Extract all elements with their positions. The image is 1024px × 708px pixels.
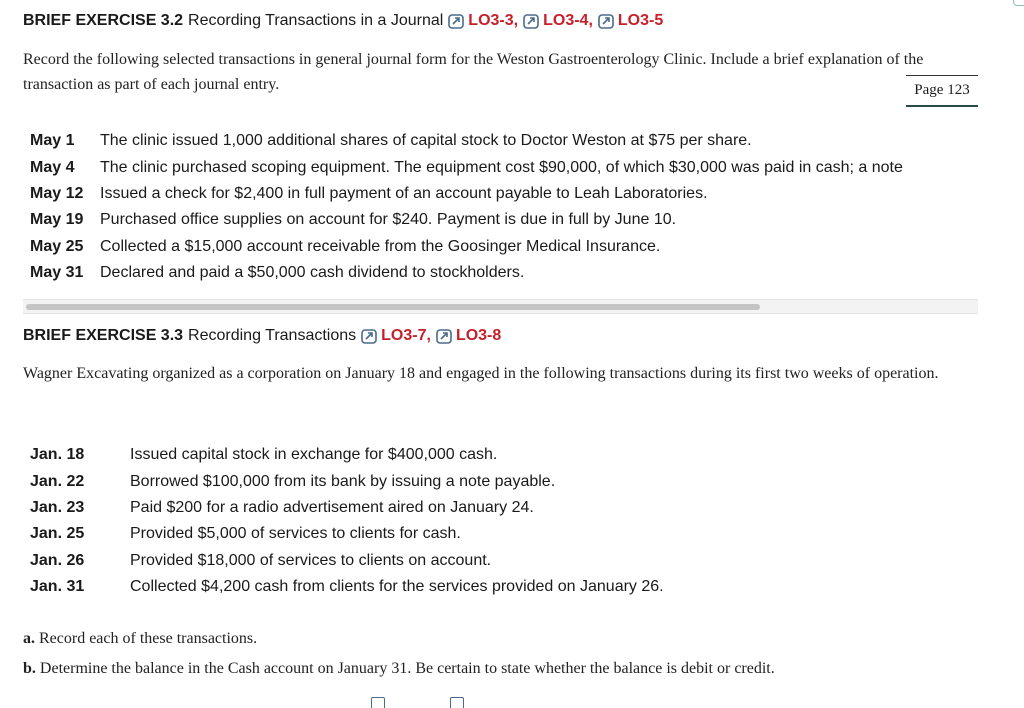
exercise-3-3-heading: BRIEF EXERCISE 3.3 Recording Transactions LO3-7 , LO3-8 [23,327,502,344]
transaction-row [30,521,664,547]
horizontal-scrollbar[interactable] [23,299,978,314]
lo-link-label: LO3-5 [617,12,664,29]
transaction-text: The clinic issued 1,000 additional shares of capital stock to Doctor Weston at $75 per share. [100,132,752,150]
external-link-icon [598,13,615,30]
transaction-row [30,128,903,154]
external-link-icon [523,13,540,30]
panel-edge-tab [1013,0,1024,6]
exercise-label: BRIEF EXERCISE 3.3 [23,327,184,344]
lo-link-3-3[interactable] [448,12,513,30]
transaction-text: The clinic purchased scoping equipment. The equipment cost $90,000, of which $30,000 was paid in cash; a note [100,158,903,176]
transaction-text: Issued capital stock in exchange for $400,000 cash. [130,446,498,464]
transaction-date: Jan. 26 [30,551,85,569]
exercise-title: Recording Transactions in a Journal [188,12,444,29]
exercise-3-2-heading: BRIEF EXERCISE 3.2 Recording Transactions in a Journal LO3-3 , LO3-4 , LO3-5 [23,12,664,29]
transaction-list-jan [30,442,664,600]
external-link-icon [436,328,453,345]
lo-link-label: LO3-4 [543,12,589,29]
transaction-text: Paid $200 for a radio advertisement aired on January 24. [130,498,534,516]
transaction-row [30,260,903,286]
lo-link-3-5[interactable] [598,12,663,30]
transaction-text: Declared and paid a $50,000 cash dividend to stockholders. [100,264,525,282]
transaction-text: Provided $18,000 of services to clients on account. [130,551,492,569]
lo-link-label: LO3-8 [455,327,502,344]
transaction-row [30,548,664,574]
external-link-icon [450,697,464,708]
transaction-text: Provided $5,000 of services to clients for cash. [130,525,461,543]
transaction-date: May 4 [30,158,75,176]
transaction-row [30,234,903,260]
transaction-date: May 25 [30,237,84,255]
transaction-row [30,468,664,494]
transaction-text: Collected $4,200 cash from clients for the services provided on January 26. [130,578,664,596]
scrollbar-thumb[interactable] [26,304,760,310]
transaction-row [30,574,664,600]
page-reference: Page 123 [906,75,978,107]
transaction-date: Jan. 31 [30,578,85,596]
transaction-list-may [30,128,903,286]
question-text: Record each of these transactions. [39,630,258,647]
transaction-row [30,207,903,233]
lo-link-label: LO3-3 [468,12,514,29]
transaction-row [30,495,664,521]
external-link-icon [361,328,378,345]
question-a [23,630,257,648]
transaction-date: May 31 [30,264,84,282]
transaction-row [30,181,903,207]
exercise-title: Recording Transactions [188,327,357,344]
lo-link-3-8[interactable] [436,327,501,345]
question-letter: a. [23,630,35,647]
transaction-text: Borrowed $100,000 from its bank by issuing a note payable. [130,472,556,490]
question-letter: b. [23,660,36,677]
question-text: Determine the balance in the Cash account on January 31. Be certain to state whether the balance is debit or credit. [39,660,775,677]
transaction-date: May 19 [30,211,84,229]
lo-link-3-4[interactable] [523,12,588,30]
transaction-date: Jan. 18 [30,446,85,464]
lo-link-3-7[interactable] [361,327,426,345]
transaction-text: Collected a $15,000 account receivable from the Goosinger Medical Insurance. [100,237,661,255]
transaction-row [30,442,664,468]
exercise-3-2-intro: Record the following selected transactions in general journal form for the Weston Gastroenterology Clinic. Include a brief explanation of the transaction as part of each journal entry. [23,51,924,93]
transaction-date: May 1 [30,132,75,150]
exercise-label: BRIEF EXERCISE 3.2 [23,12,184,29]
transaction-row [30,154,903,180]
external-link-icon [371,697,385,708]
transaction-date: May 12 [30,184,84,202]
transaction-text: Issued a check for $2,400 in full payment of an account payable to Leah Laboratories. [100,184,708,202]
question-b [23,660,775,678]
transaction-date: Jan. 25 [30,525,85,543]
transaction-date: Jan. 23 [30,498,85,516]
exercise-3-3-intro: Wagner Excavating organized as a corporation on January 18 and engaged in the following transactions during its first two weeks of operation. [23,365,939,382]
lo-link-label: LO3-7 [381,327,427,344]
transaction-date: Jan. 22 [30,472,85,490]
transaction-text: Purchased office supplies on account for $240. Payment is due in full by June 10. [100,211,677,229]
external-link-icon [448,13,465,30]
